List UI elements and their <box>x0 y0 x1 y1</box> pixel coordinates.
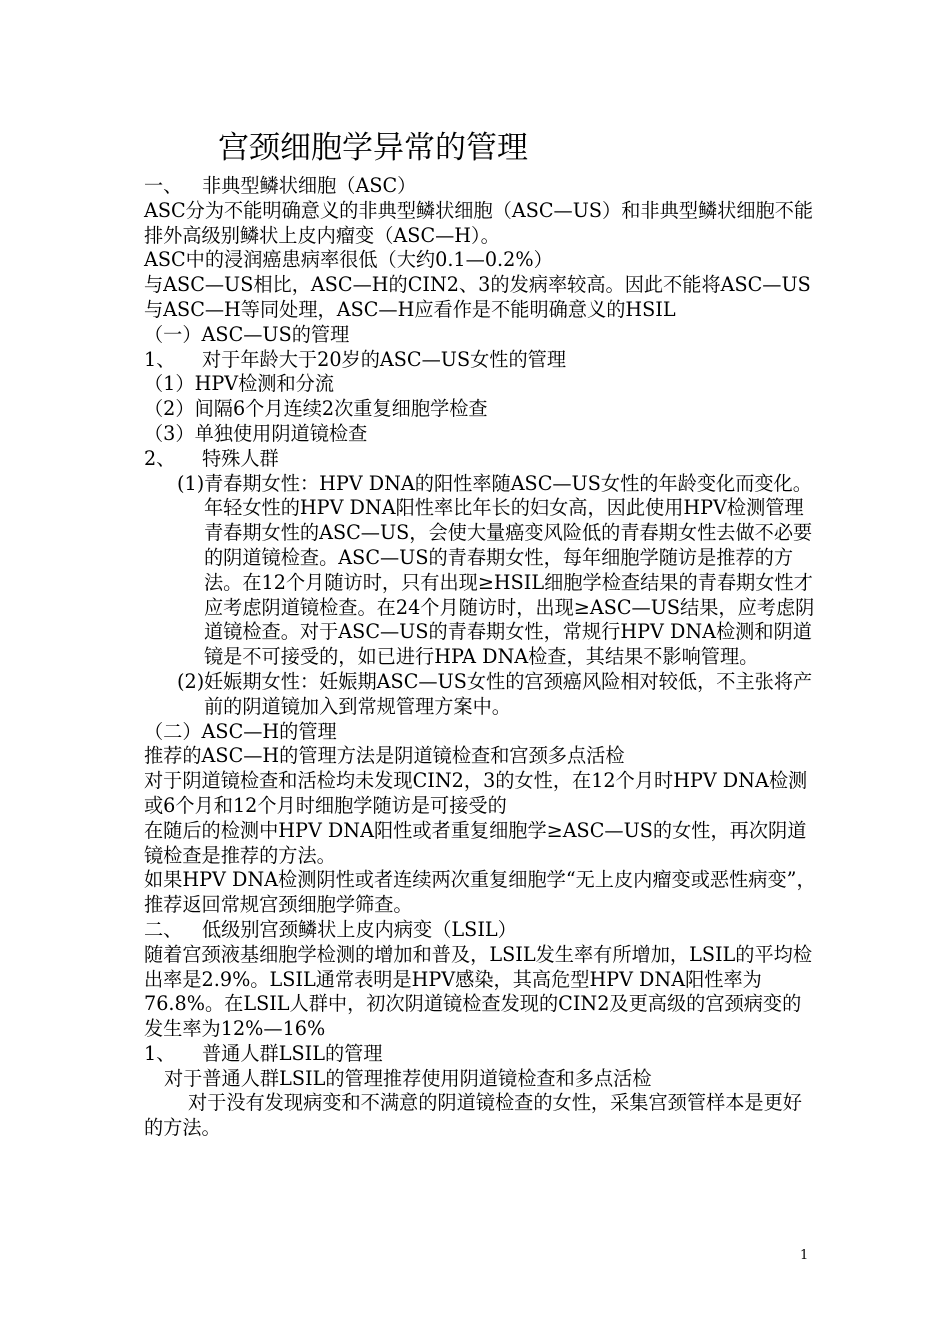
item-marker: 2、 <box>144 446 176 470</box>
paragraph: 与ASC—US相比，ASC—H的CIN2、3的发病率较高。因此不能将ASC—US与ASC—H等同处理，ASC—H应看作是不能明确意义的HSIL <box>144 273 811 321</box>
section-heading-text: 非典型鳞状细胞（ASC） <box>202 174 417 197</box>
list-text: 青春期女性：HPV DNA的阳性率随ASC—US女性的年龄变化而变化。年轻女性的HPV DNA阳性率比年长的妇女高，因此使用HPV检测管理青春期女性的ASC—US，会使大量癌变风险低的青春期女性去做不必要的阴道镜检查。ASC—US的青春期女性，每年细胞学随访是推荐的方法。在12个月随访时，只有出现≥HSIL细胞学检查结果的青春期女性才应考虑阴道镜检查。在24个月随访时，出现≥ASC—US结果，应考虑阴道镜检查。对于ASC—US的青春期女性，常规行HPV DNA检测和阴道镜是不可接受的，如已进行HPA DNA检查，其结果不影响管理。 <box>204 471 815 669</box>
option-item: （1）HPV检测和分流 <box>144 372 335 396</box>
special-group-item <box>144 670 816 720</box>
option-item: （3）单独使用阴道镜检查 <box>144 421 368 445</box>
section-heading <box>144 918 816 943</box>
paragraph: 对于没有发现病变和不满意的阴道镜检查的女性，采集宫颈管样本是更好的方法。 <box>144 1091 802 1140</box>
section-marker: 一、 <box>144 174 183 197</box>
numbered-item <box>144 1042 816 1067</box>
subsection-heading: （二）ASC—H的管理 <box>144 719 337 743</box>
paragraph: 如果HPV DNA检测阴性或者连续两次重复细胞学“无上皮内瘤变或恶性病变”，推荐返回常规宫颈细胞学筛查。 <box>144 868 816 917</box>
list-number: (2) <box>177 669 205 693</box>
section-marker: 二、 <box>144 917 183 941</box>
paragraph: 推荐的ASC—H的管理方法是阴道镜检查和宫颈多点活检 <box>144 744 625 768</box>
subsection-heading: （一）ASC—US的管理 <box>144 322 350 346</box>
list-text: 妊娠期女性：妊娠期ASC—US女性的宫颈癌风险相对较低，不主张将产前的阴道镜加入到常规管理方案中。 <box>204 669 813 718</box>
option-item: （2）间隔6个月连续2次重复细胞学检查 <box>144 397 488 421</box>
paragraph: ASC中的浸润癌患病率很低（大约0.1—0.2%） <box>144 248 553 272</box>
paragraph: 随着宫颈液基细胞学检测的增加和普及，LSIL发生率有所增加，LSIL的平均检出率是2.9%。LSIL通常表明是HPV感染，其高危型HPV DNA阳性率为76.8%。在LSIL人群中，初次阴道镜检查发现的CIN2及更高级的宫颈病变的发生率为12%—16% <box>144 942 813 1041</box>
page-number: 1 <box>800 1248 809 1263</box>
special-group-item <box>144 472 816 670</box>
item-text: 特殊人群 <box>202 446 279 470</box>
paragraph: 对于普通人群LSIL的管理推荐使用阴道镜检查和多点活检 <box>164 1066 652 1090</box>
paragraph: 对于阴道镜检查和活检均未发现CIN2，3的女性，在12个月时HPV DNA检测或6个月和12个月时细胞学随访是可接受的 <box>144 769 808 817</box>
numbered-item <box>144 348 816 373</box>
document-title: 宫颈细胞学异常的管理 <box>218 130 528 166</box>
numbered-item <box>144 447 816 472</box>
list-number: (1) <box>177 471 205 495</box>
item-marker: 1、 <box>144 1041 176 1065</box>
paragraph: ASC分为不能明确意义的非典型鳞状细胞（ASC—US）和非典型鳞状细胞不能排外高级别鳞状上皮内瘤变（ASC—H）。 <box>144 198 814 247</box>
item-text: 普通人群LSIL的管理 <box>202 1041 383 1065</box>
item-text: 对于年龄大于20岁的ASC—US女性的管理 <box>202 347 567 371</box>
item-marker: 1、 <box>144 347 176 371</box>
paragraph: 在随后的检测中HPV DNA阳性或者重复细胞学≥ASC—US的女性，再次阴道镜检查是推荐的方法。 <box>144 818 807 867</box>
section-heading <box>144 174 816 199</box>
section-heading-text: 低级别宫颈鳞状上皮内病变（LSIL） <box>202 917 517 941</box>
document-body <box>144 174 816 1141</box>
